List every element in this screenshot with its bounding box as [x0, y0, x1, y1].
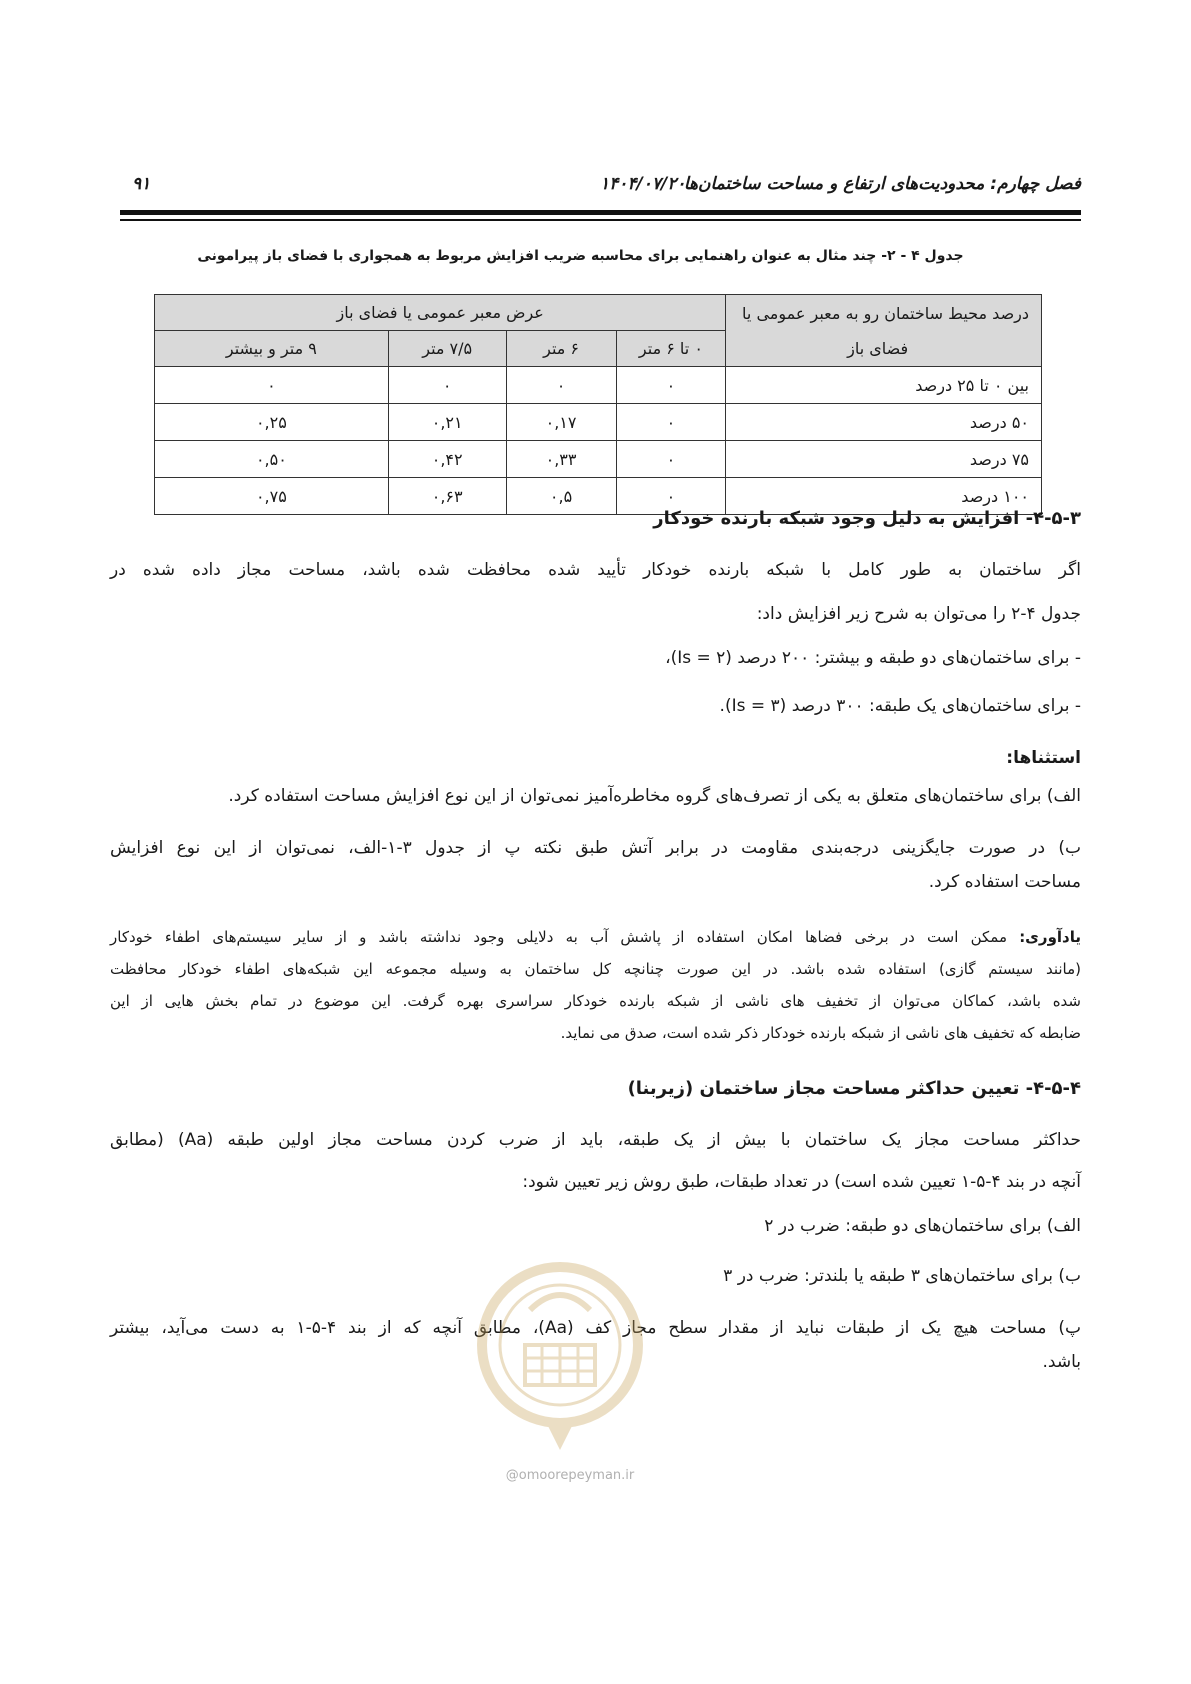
- table-header-width-group: عرض معبر عمومی یا فضای باز: [155, 295, 726, 331]
- table-cell: ۰: [616, 441, 726, 478]
- table-cell: ۰: [155, 367, 389, 404]
- table-cell: ۰,۳۳: [506, 441, 616, 478]
- table-row: [155, 441, 1042, 478]
- table-cell: ۰,۱۷: [506, 404, 616, 441]
- table-header-percentage-line1: درصد محیط ساختمان رو به معبر عمومی یا: [742, 303, 1029, 323]
- max-area-paragraph-line2: آنچه در بند ۴-۵-۱ تعیین شده است) در تعداد طبقات، طبق روش زیر تعیین شود:: [522, 1172, 1081, 1192]
- table-cell: ۰,۵۰: [155, 441, 389, 478]
- exception-item-b-line1: ب) در صورت جایگزینی درجه‌بندی مقاومت در برابر آتش طبق نکته پ از جدول ۳-۱-الف، نمی‌توان از این نوع افزایش: [110, 838, 1082, 858]
- header-rule-thin: [120, 219, 1081, 221]
- table-row: [155, 404, 1042, 441]
- table-col-header: ۷/۵ متر: [388, 331, 506, 367]
- table-row: [155, 367, 1042, 404]
- note-line2: (مانند سیستم گازی) استفاده شده باشد. در این صورت چنانچه کل ساختمان به وسیله مجموعه این شبکه‌های اطفاء خودکار محافظت: [110, 960, 1081, 978]
- table-row-label: ۱۰۰ درصد: [726, 478, 1042, 515]
- table-header-percentage: [726, 295, 1042, 367]
- note-line1-text: ممکن است در برخی فضاها امکان استفاده از پاشش آب به دلایلی وجود نداشته باشد و از سایر سیستم‌های اطفاء خودکار: [110, 928, 1020, 946]
- section-heading-sprinkler: ۴-۵-۳- افزایش به دلیل وجود شبکه بارنده خودکار: [653, 508, 1081, 529]
- section-heading-max-area: ۴-۵-۴- تعیین حداکثر مساحت مجاز ساختمان (زیربنا): [627, 1078, 1081, 1099]
- table-cell: ۰: [616, 404, 726, 441]
- table-row-label: ۵۰ درصد: [726, 404, 1042, 441]
- table-cell: ۰,۲۱: [388, 404, 506, 441]
- table-cell: ۰,۷۵: [155, 478, 389, 515]
- sprinkler-paragraph-line1: اگر ساختمان به طور کامل با شبکه بارنده خودکار تأیید شده محافظت شده باشد، مساحت مجاز داده شده در: [110, 560, 1081, 580]
- sprinkler-bullet-one-story: - برای ساختمان‌های یک طبقه: ۳۰۰ درصد (Is = ۳).: [719, 696, 1081, 716]
- table-col-header: ۹ متر و بیشتر: [155, 331, 389, 367]
- note-line4: ضابطه که تخفیف های ناشی از شبکه بارنده خودکار ذکر شده است، صدق می نماید.: [560, 1024, 1081, 1042]
- exception-item-b-line2: مساحت استفاده کرد.: [928, 872, 1081, 892]
- table-row-label: ۷۵ درصد: [726, 441, 1042, 478]
- note-label: یادآوری:: [1019, 928, 1081, 946]
- chapter-title: فصل چهارم: محدودیت‌های ارتفاع و مساحت ساختمان‌ها: [683, 174, 1081, 194]
- max-area-item-p-line2: باشد.: [1042, 1352, 1081, 1372]
- table-cell: ۰,۲۵: [155, 404, 389, 441]
- header-rule-thick: [120, 210, 1081, 215]
- page-header: [120, 170, 1081, 204]
- max-area-item-p-line1: پ) مساحت هیچ یک از طبقات نباید از مقدار سطح مجاز کف (Aa)، مطابق آنچه که از بند ۴-۵-۱ به دست می‌آید، بیشتر: [110, 1318, 1081, 1338]
- table-cell: ۰: [616, 478, 726, 515]
- table-cell: ۰,۴۲: [388, 441, 506, 478]
- table-cell: ۰: [506, 367, 616, 404]
- table-header-percentage-line2: فضای باز: [847, 338, 909, 358]
- table-cell: ۰,۶۳: [388, 478, 506, 515]
- coefficient-table: [154, 294, 1042, 515]
- table-row-label: بین ۰ تا ۲۵ درصد: [726, 367, 1042, 404]
- watermark-site: @omoorepeyman.ir: [505, 1468, 635, 1483]
- max-area-paragraph-line1: حداکثر مساحت مجاز یک ساختمان با بیش از یک طبقه، باید از ضرب کردن مساحت مجاز اولین طبقه (Aa) (مطابق: [110, 1130, 1081, 1150]
- max-area-item-b: ب) برای ساختمان‌های ۳ طبقه یا بلندتر: ضرب در ۳: [723, 1266, 1081, 1286]
- table-col-header: ۰ تا ۶ متر: [616, 331, 726, 367]
- table-cell: ۰: [616, 367, 726, 404]
- table-cell: ۰,۵: [506, 478, 616, 515]
- max-area-item-a: الف) برای ساختمان‌های دو طبقه: ضرب در ۲: [764, 1216, 1081, 1236]
- table-cell: ۰: [388, 367, 506, 404]
- note-line1: [110, 922, 1081, 952]
- exceptions-heading: استثناها:: [1006, 748, 1081, 768]
- note-line3: شده باشد، کماکان می‌توان از تخفیف های ناشی از شبکه بارنده خودکار سراسری بهره گرفت. این موضوع در تمام بخش هایی از این: [110, 992, 1081, 1010]
- page-number: ۹۱: [132, 174, 151, 194]
- sprinkler-bullet-two-story: - برای ساختمان‌های دو طبقه و بیشتر: ۲۰۰ درصد (Is = ۲)،: [665, 648, 1081, 668]
- table-caption: جدول ۴ - ۲- چند مثال به عنوان راهنمایی برای محاسبه ضریب افزایش مربوط به همجواری با فضای باز پیرامونی: [197, 248, 964, 264]
- sprinkler-paragraph-line2: جدول ۴-۲ را می‌توان به شرح زیر افزایش داد:: [756, 604, 1081, 624]
- exception-item-a: الف) برای ساختمان‌های متعلق به یکی از تصرف‌های گروه مخاطره‌آمیز نمی‌توان از این نوع افزایش مساحت استفاده کرد.: [228, 786, 1081, 806]
- header-date: ۱۴۰۴/۰۷/۲۰: [600, 174, 686, 194]
- watermark-logo: [470, 1250, 650, 1460]
- table-col-header: ۶ متر: [506, 331, 616, 367]
